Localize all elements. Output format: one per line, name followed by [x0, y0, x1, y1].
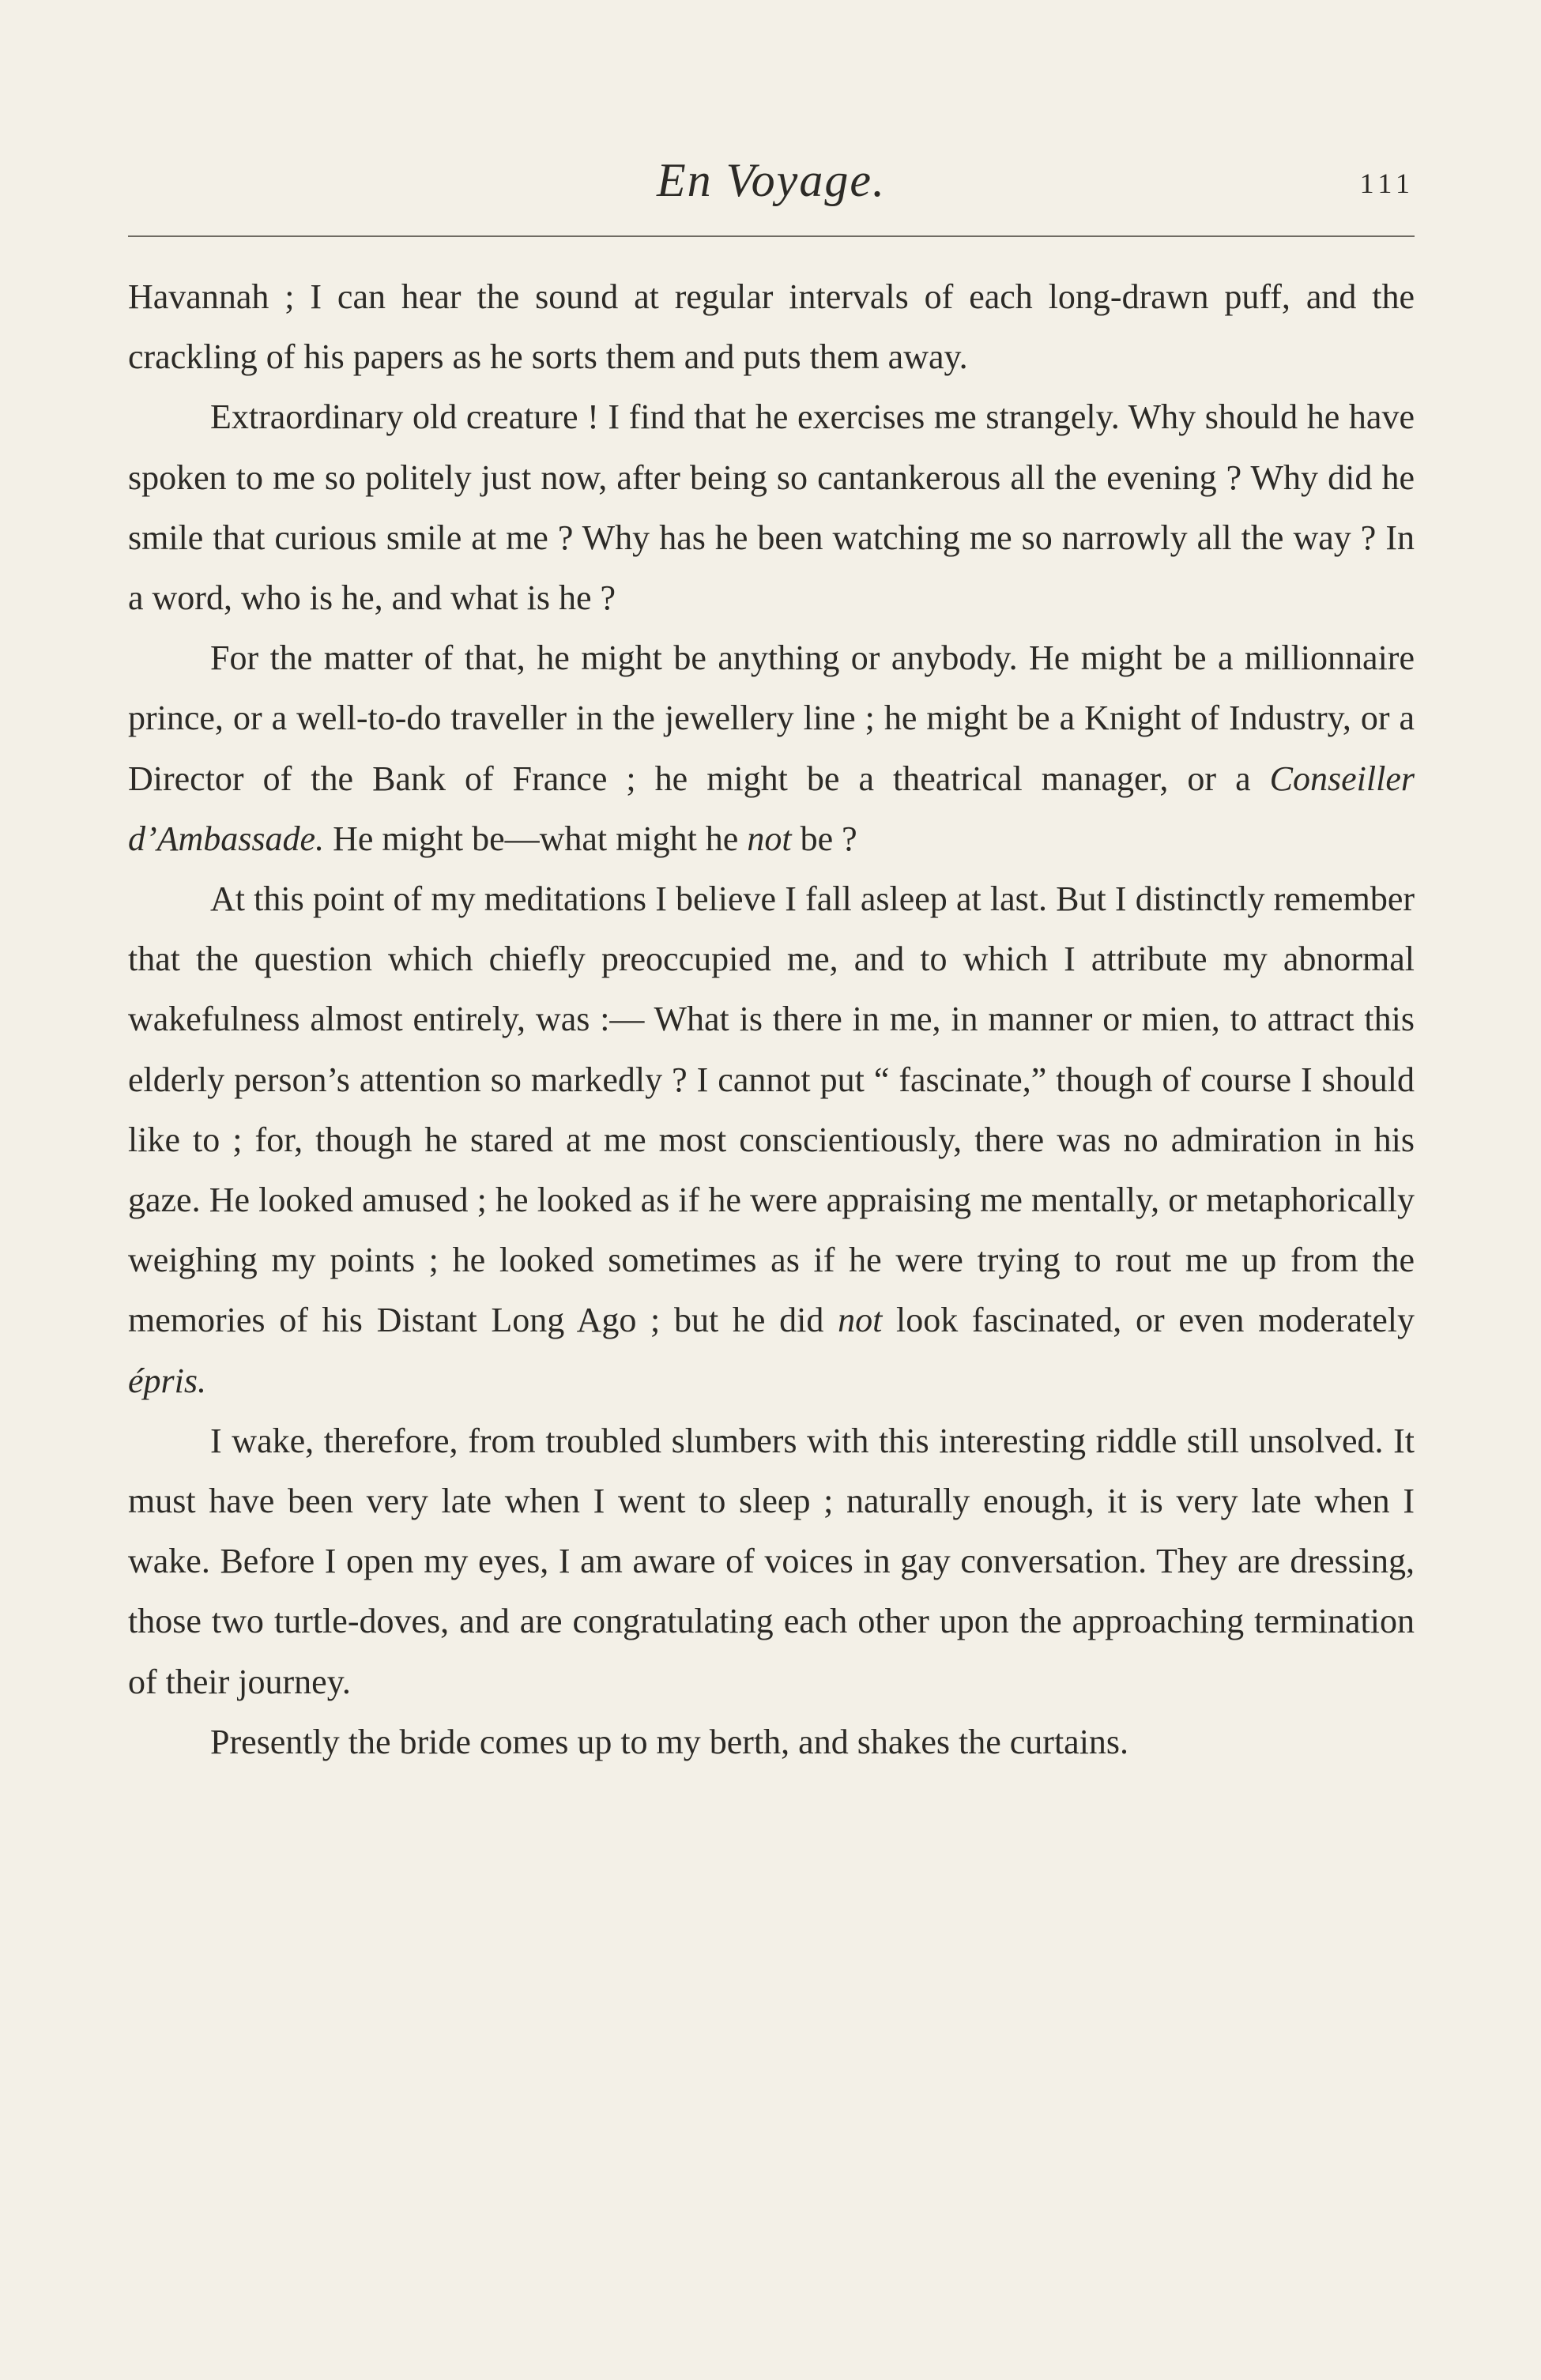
text-run: For the matter of that, he might be anything or anybody. He might be a millionnaire prince, or a well-to-do traveller in the jewellery line ; he might be a Knight of Industry, or a Director of the Bank of France ; he might be a theatrical manager, or a: [128, 638, 1415, 798]
paragraph: [128, 387, 1415, 628]
text-run: He might be—what might he: [324, 819, 748, 858]
paragraph: [128, 267, 1415, 387]
text-run: Havannah ; I can hear the sound at regular intervals of each long-drawn puff, and the crackling of his papers as he sorts them and puts them away.: [128, 277, 1415, 377]
paragraph: [128, 869, 1415, 1411]
paragraph: [128, 1712, 1415, 1772]
running-head: [128, 149, 1415, 212]
italic-text-run: not: [838, 1301, 883, 1340]
text-run: be ?: [791, 819, 857, 858]
text-run: Extraordinary old creature ! I find that he exercises me strangely. Why should he have spoken to me so politely just now, after being so cantankerous all the evening ? Why did he smile that curious smile at me ? Why has he been watching me so narrowly all the way ? In a word, who is he, and what is he ?: [128, 397, 1415, 618]
header-rule: [128, 235, 1415, 237]
text-run: Presently the bride comes up to my berth, and shakes the curtains.: [210, 1722, 1129, 1761]
paragraph: [128, 1411, 1415, 1712]
page-number: 111: [1359, 168, 1415, 199]
paragraph: [128, 628, 1415, 869]
text-run: look fascinated, or even moderately: [882, 1301, 1415, 1340]
text-run: At this point of my meditations I believe I fall asleep at last. But I distinctly remember that the question which chiefly preoccupied me, and to which I attribute my abnormal wakefulness almost entirely, was :— What is there in me, in manner or mien, to attract this elderly person’s attention so markedly ? I cannot put “ fascinate,” though of course I should like to ; for, though he stared at me most conscientiously, there was no admiration in his gaze. He looked amused ; he looked as if he were appraising me mentally, or metaphorically weighing my points ; he looked sometimes as if he were trying to rout me up from the memories of his Distant Long Ago ; but he did: [128, 879, 1415, 1340]
italic-text-run: Conseiller d’Ambassade.: [128, 759, 1415, 858]
italic-text-run: not: [747, 819, 792, 858]
italic-text-run: épris.: [128, 1361, 206, 1400]
text-run: I wake, therefore, from troubled slumbers with this interesting riddle still unsolved. It must have been very late when I went to sleep ; naturally enough, it is very late when I wake. Before I open my eyes, I am aware of voices in gay conversation. They are dressing, those two turtle-doves, and are congratulating each other upon the approaching termination of their journey.: [128, 1421, 1415, 1701]
running-title: En Voyage.: [657, 154, 886, 206]
body-text: [128, 267, 1415, 1772]
